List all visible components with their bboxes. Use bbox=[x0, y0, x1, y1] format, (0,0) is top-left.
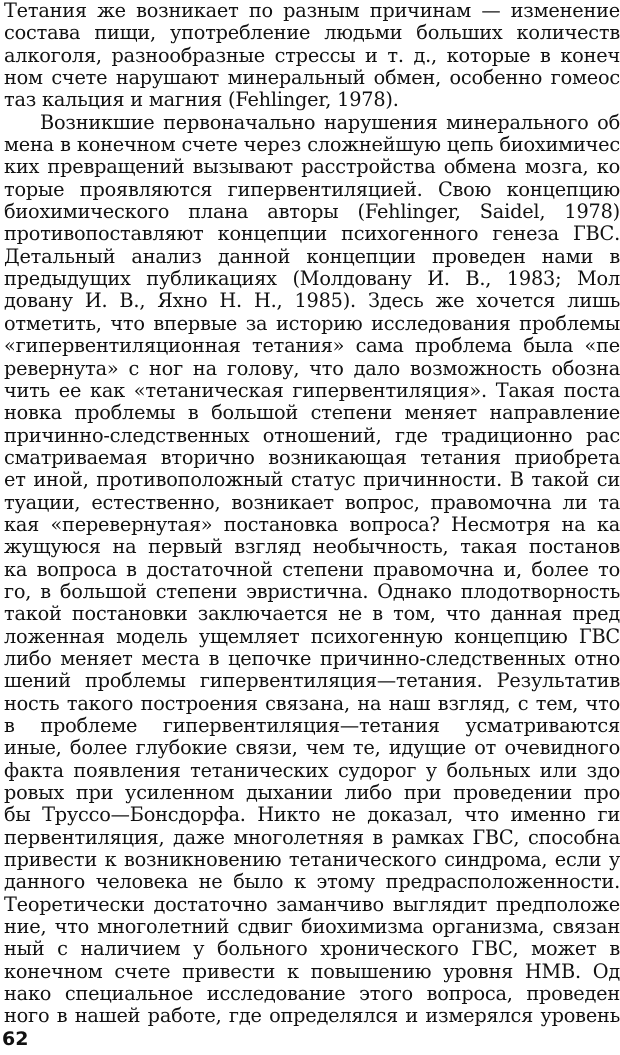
text-line: го, в большой степени эвристична. Однако плодотворность bbox=[4, 579, 620, 603]
text-line: противопоставляют концепции психогенного генеза ГВС. bbox=[4, 222, 620, 246]
text-line: кая «перевернутая» постановка вопроса? Несмотря на ка bbox=[4, 512, 620, 536]
text-line: ный с наличием у больного хронического ГВС, может в bbox=[4, 937, 620, 961]
paragraph-2 bbox=[4, 112, 620, 1028]
book-page bbox=[4, 0, 620, 1028]
text-line: привести к возникновению тетанического синдрома, если у bbox=[4, 848, 620, 872]
text-line: таз кальция и магния (Fehlinger, 1978). bbox=[4, 88, 399, 112]
text-line: ложенная модель ущемляет психогенную концепцию ГВС bbox=[4, 624, 620, 648]
text-line: ровых при усиленном дыхании либо при проведении про bbox=[4, 781, 620, 805]
text-line: данного человека не было к этому предрасположенности. bbox=[4, 870, 620, 894]
text-line: ких превращений вызывают расстройства обмена мозга, ко bbox=[4, 155, 620, 179]
text-line: Теоретически достаточно заманчиво выглядит предположе bbox=[4, 892, 620, 916]
text-line: такой постановки заключается не в том, что данная пред bbox=[4, 602, 620, 626]
text-line: ного в нашей работе, где определялся и измерялся уровень bbox=[4, 1004, 620, 1028]
text-line: чить ее как «тетаническая гипервентиляция». Такая поста bbox=[4, 378, 620, 402]
text-line: жущуюся на первый взгляд необычность, такая постанов bbox=[4, 535, 620, 559]
text-line: довану И. В., Яхно Н. Н., 1985). Здесь же хочется лишь bbox=[4, 289, 620, 313]
text-line: либо меняет места в цепочке причинно-следственных отно bbox=[4, 646, 620, 670]
text-line: бы Труссо—Бонсдорфа. Никто не доказал, что именно ги bbox=[4, 803, 620, 827]
text-line: ка вопроса в достаточной степени правомочна и, более то bbox=[4, 557, 620, 581]
text-line: ность такого построения связана, на наш взгляд, с тем, что bbox=[4, 691, 620, 715]
text-line: сматриваемая вторично возникающая тетания приобрета bbox=[4, 445, 620, 469]
text-line: конечном счете привести к повышению уровня НМВ. Од bbox=[4, 959, 620, 983]
text-line: ном счете нарушают минеральный обмен, особенно гомеос bbox=[4, 66, 620, 90]
text-line: причинно-следственных отношений, где традиционно рас bbox=[4, 423, 620, 447]
text-line: ревернута» с ног на голову, что дало возможность обозна bbox=[4, 356, 620, 380]
text-line: новка проблемы в большой степени меняет направление bbox=[4, 401, 620, 425]
text-line: биохимического плана авторы (Fehlinger, Saidel, 1978) bbox=[4, 200, 620, 224]
text-line: туации, естественно, возникает вопрос, правомочна ли та bbox=[4, 490, 620, 514]
text-line: ние, что многолетний сдвиг биохимизма организма, связан bbox=[4, 915, 620, 939]
text-line: алкоголя, разнообразные стрессы и т. д., которые в конеч bbox=[4, 43, 620, 67]
text-line: «гипервентиляционная тетания» сама проблема была «пе bbox=[4, 334, 620, 358]
text-line: шений проблемы гипервентиляция—тетания. Результатив bbox=[4, 669, 620, 693]
text-line: Тетания же возникает по разным причинам — изменение bbox=[4, 0, 620, 22]
text-line: Возникшие первоначально нарушения минерального об bbox=[40, 110, 620, 134]
text-line: торые проявляются гипервентиляцией. Свою концепцию bbox=[4, 177, 620, 201]
text-line: ет иной, противоположный статус причинности. В такой си bbox=[4, 468, 620, 492]
paragraph-1 bbox=[4, 0, 620, 112]
text-line: состава пищи, употребление людьми больших количеств bbox=[4, 21, 620, 45]
text-line: нако специальное исследование этого вопроса, проведен bbox=[4, 982, 620, 1006]
page-number: 62 bbox=[2, 1028, 29, 1050]
text-line: иные, более глубокие связи, чем те, идущие от очевидного bbox=[4, 736, 620, 760]
text-line: факта появления тетанических судорог у больных или здо bbox=[4, 758, 620, 782]
text-line: в проблеме гипервентиляция—тетания усматриваются bbox=[4, 714, 620, 737]
text-line: отметить, что впервые за историю исследования проблемы bbox=[4, 311, 620, 335]
text-line: мена в конечном счете через сложнейшую цепь биохимичес bbox=[4, 133, 620, 157]
text-line: предыдущих публикациях (Молдовану И. В., 1983; Мол bbox=[4, 267, 620, 291]
text-line: Детальный анализ данной концепции проведен нами в bbox=[4, 244, 620, 268]
text-line: первентиляция, даже многолетняя в рамках ГВС, способна bbox=[4, 825, 620, 849]
